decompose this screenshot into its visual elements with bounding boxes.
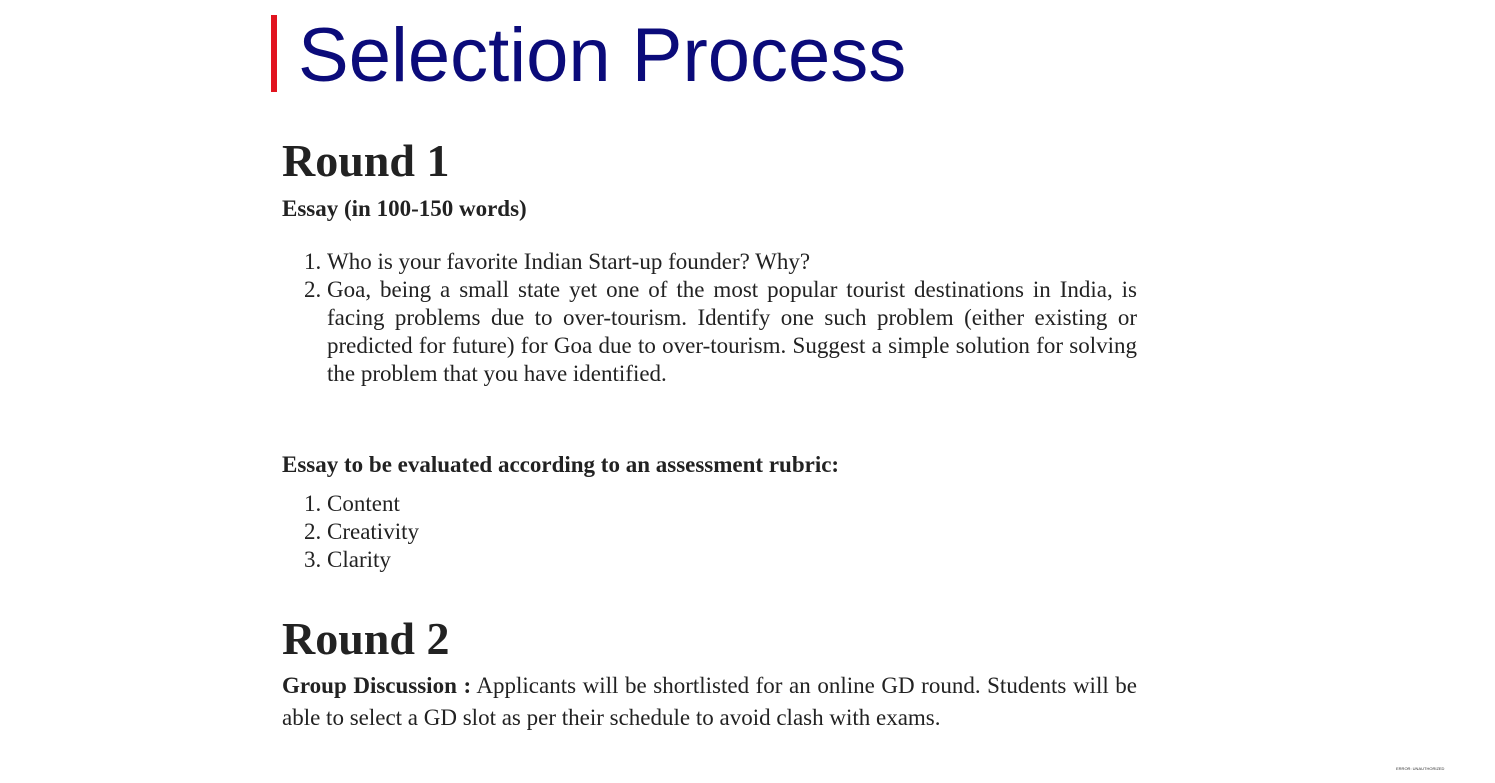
rubric-item-content: 1. Content: [327, 490, 1137, 518]
slide-content: [282, 130, 1137, 734]
page-title: Selection Process: [298, 13, 907, 98]
rubric-item-creativity: 2. Creativity: [327, 518, 1137, 546]
round-1-section: [282, 130, 1137, 574]
round-1-heading: Round 1: [282, 135, 450, 186]
essay-label: Essay (in 100-150 words): [282, 196, 527, 221]
round-2-section: [282, 608, 1137, 734]
rubric-label: Essay to be evaluated according to an assessment rubric:: [282, 452, 840, 477]
essay-question-2: 2. Goa, being a small state yet one of the most popular tourist destinations in India, is facing problems due to over-tourism. Identify one such problem (either existing or predicted for future) for Goa due to over-tourism. Suggest a simple solution for solving the problem that you have identified.: [327, 276, 1137, 388]
title-accent-bar: [271, 15, 277, 92]
rubric-list: [282, 490, 1137, 574]
essay-questions-list: [282, 248, 1137, 388]
gd-description: Applicants will be shortlisted for an online GD round. Students will be able to select a GD slot as per their schedule to avoid clash with exams.: [282, 673, 1138, 730]
gd-label: Group Discussion :: [282, 673, 472, 698]
group-discussion-paragraph: [282, 670, 1137, 734]
essay-question-1: 1. Who is your favorite Indian Start-up founder? Why?: [327, 248, 1137, 276]
round-2-heading: Round 2: [282, 613, 450, 664]
footer-note: ERROR: UNAUTHORIZED: [1396, 766, 1445, 771]
rubric-item-clarity: 3. Clarity: [327, 546, 1137, 574]
